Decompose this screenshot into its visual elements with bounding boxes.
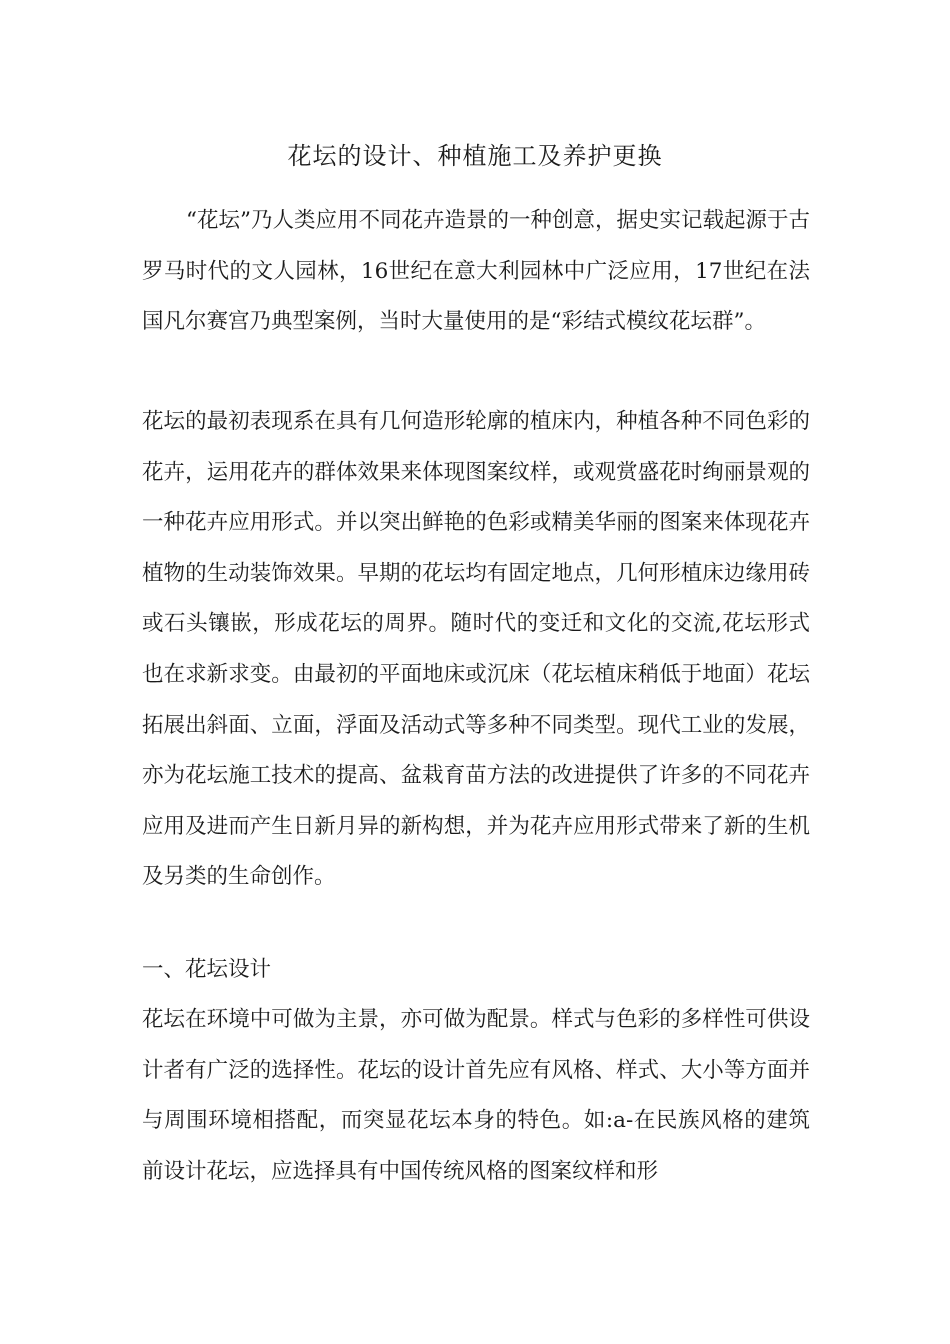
document-title: 花坛的设计、种植施工及养护更换 (287, 142, 663, 170)
intro-section (142, 196, 810, 348)
section-heading-flower-bed-design: 一、花坛设计 (142, 957, 272, 982)
description-section (142, 397, 810, 903)
section-one-body (142, 995, 810, 1197)
section-one-paragraph: 花坛在环境中可做为主景，亦可做为配景。样式与色彩的多样性可供设计者有广泛的选择性。花坛的设计首先应有风格、样式、大小等方面并与周围环境相搭配，而突显花坛本身的特色。如:a-在民族风格的建筑前设计花坛，应选择具有中国传统风格的图案纹样和形 (142, 1007, 810, 1184)
description-paragraph: 花坛的最初表现系在具有几何造形轮廓的植床内，种植各种不同色彩的花卉，运用花卉的群体效果来体现图案纹样，或观赏盛花时绚丽景观的一种花卉应用形式。并以突出鲜艳的色彩或精美华丽的图案来体现花卉植物的生动装饰效果。早期的花坛均有固定地点，几何形植床边缘用砖或石头镶嵌，形成花坛的周界。随时代的变迁和文化的交流,花坛形式也在求新求变。由最初的平面地床或沉床（花坛植床稍低于地面）花坛拓展出斜面、立面，浮面及活动式等多种不同类型。现代工业的发展，亦为花坛施工技术的提高、盆栽育苗方法的改进提供了许多的不同花卉应用及进而产生日新月异的新构想，并为花卉应用形式带来了新的生机及另类的生命创作。 (142, 409, 810, 890)
intro-paragraph: “花坛”乃人类应用不同花卉造景的一种创意，据史实记载起源于古罗马时代的文人园林，16世纪在意大利园林中广泛应用，17世纪在法国凡尔赛宫乃典型案例，当时大量使用的是“彩结式模纹花坛群”。 (142, 208, 810, 335)
